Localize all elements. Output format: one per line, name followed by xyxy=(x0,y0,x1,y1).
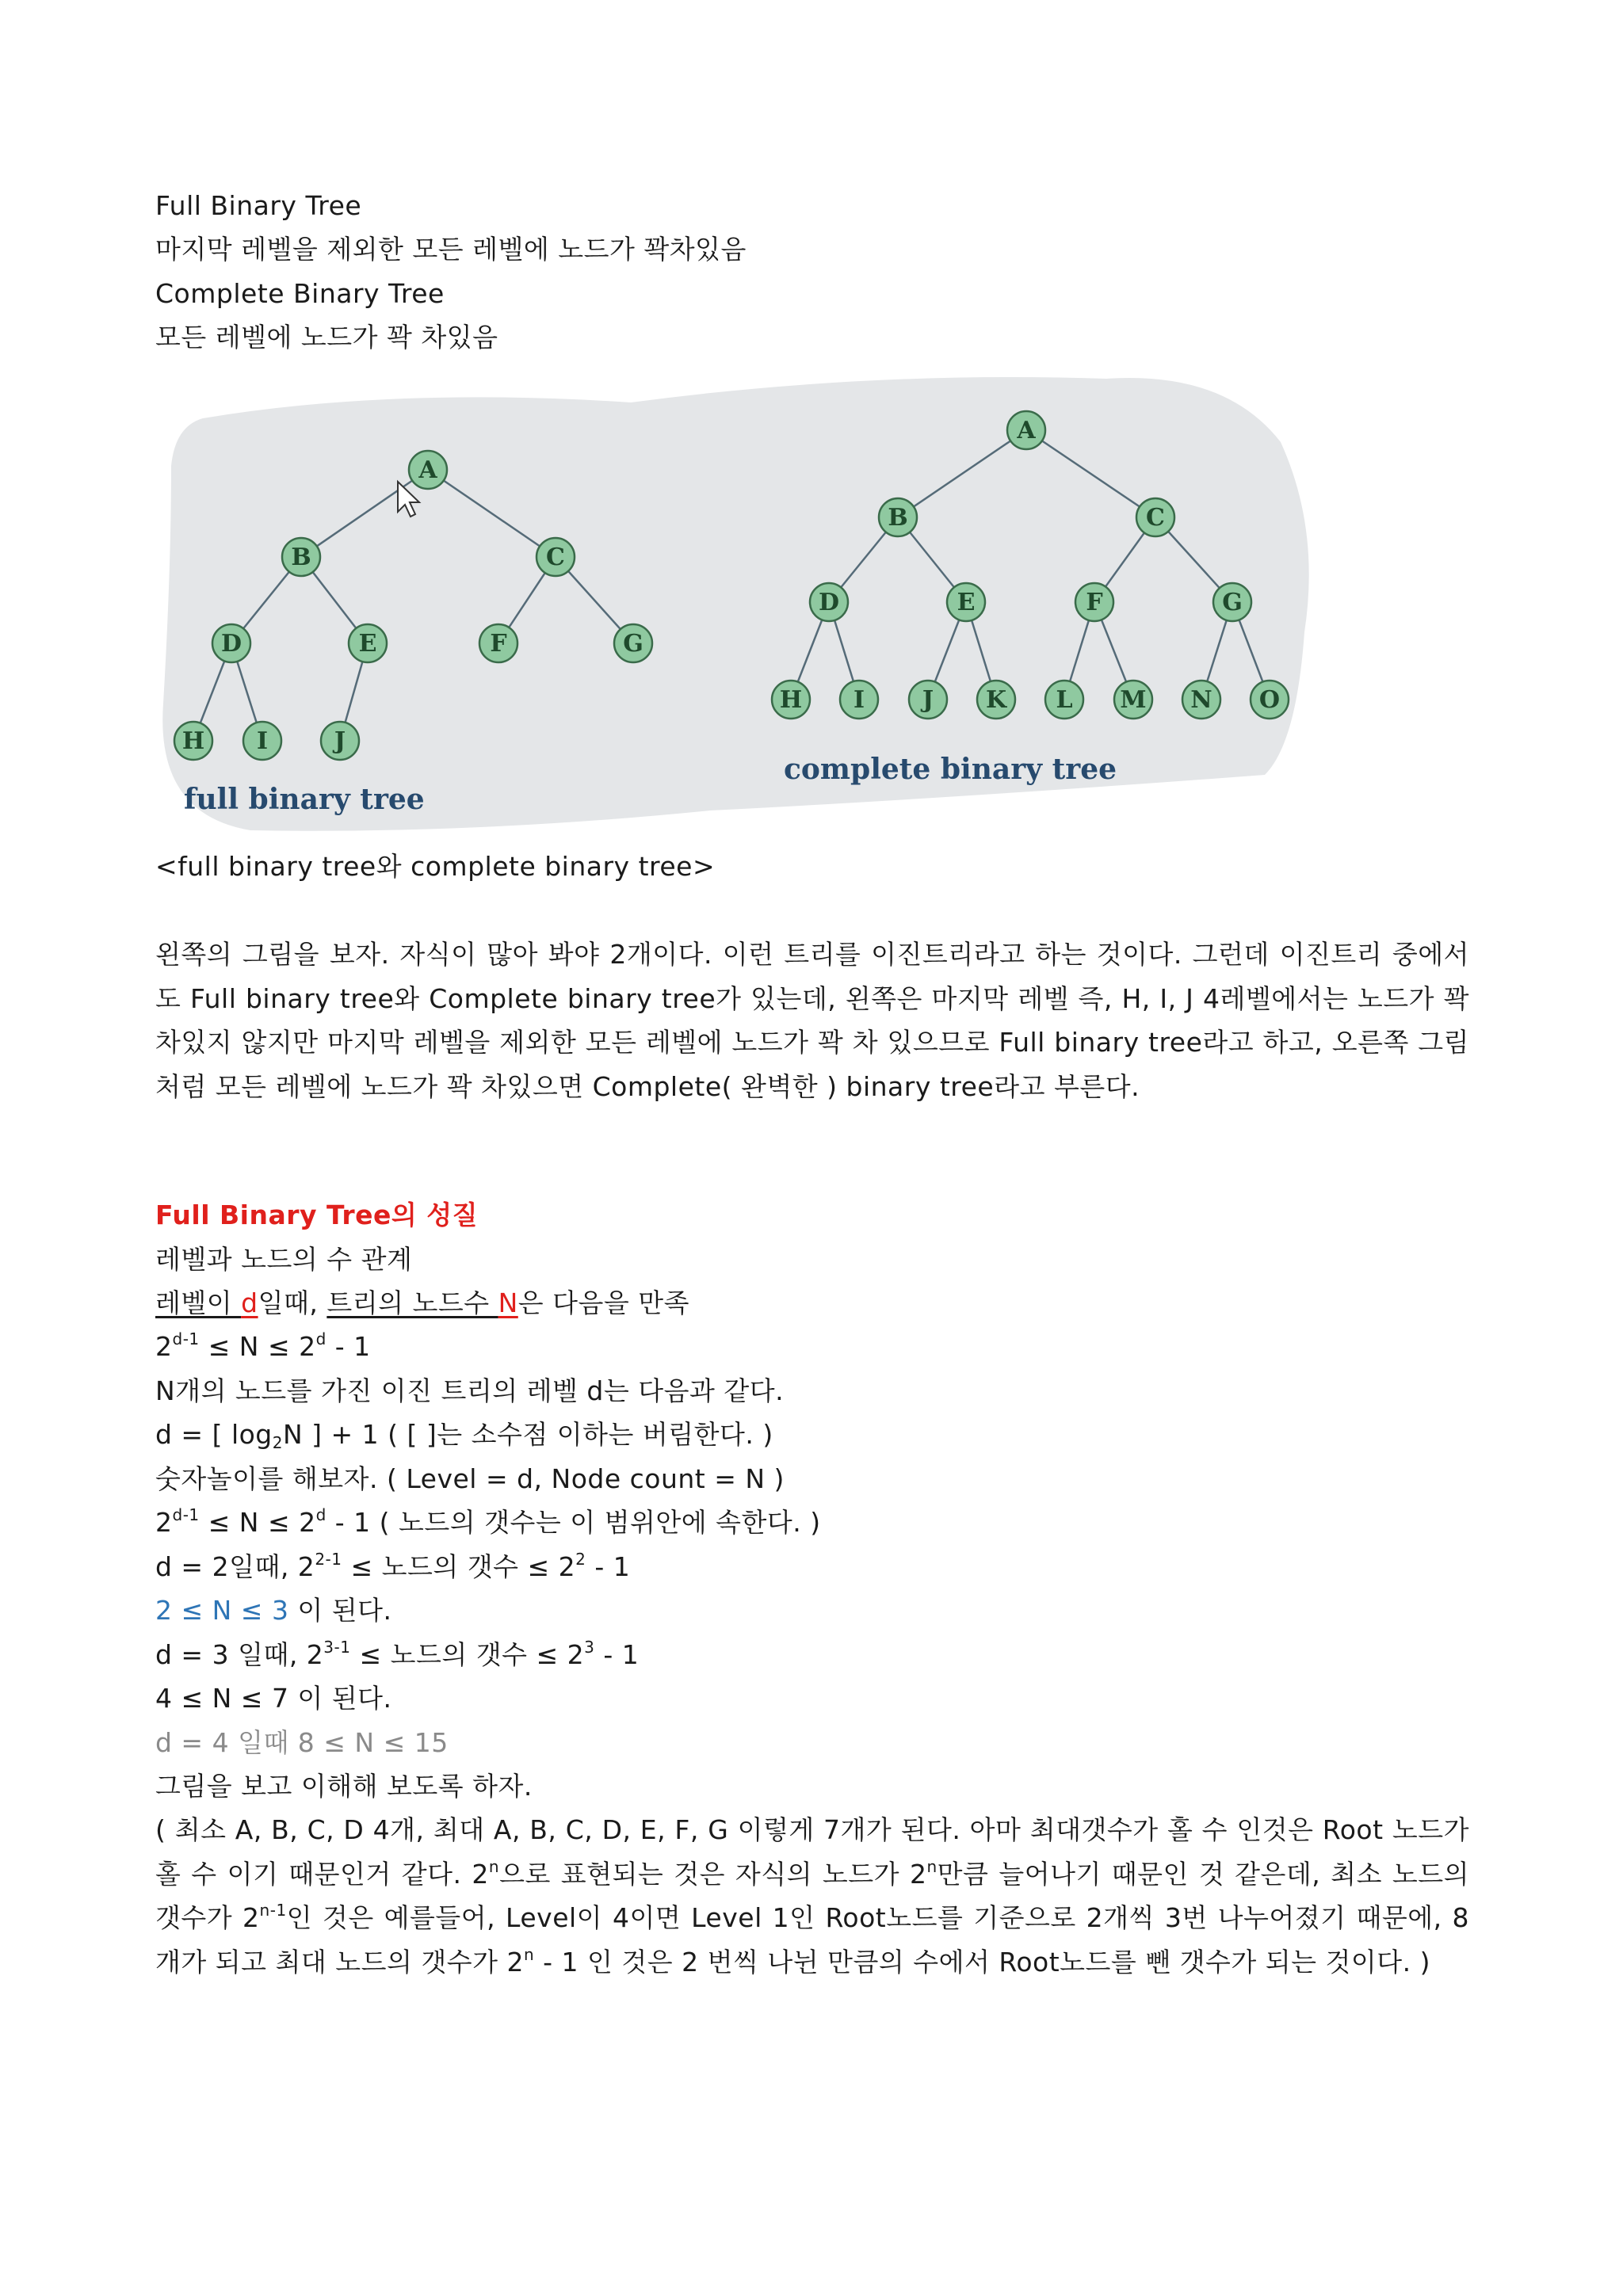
level-of-n: N개의 노드를 가진 이진 트리의 레벨 d는 다음과 같다. xyxy=(155,1375,785,1406)
d2-line xyxy=(155,1550,630,1584)
svg-text:L: L xyxy=(1056,686,1073,714)
svg-text:B: B xyxy=(291,543,311,571)
svg-text:C: C xyxy=(546,543,565,571)
ineq1-exp2: d xyxy=(315,1329,327,1348)
svg-text:D: D xyxy=(818,589,840,616)
complete-tree-node-l xyxy=(1045,681,1083,719)
log-base: 2 xyxy=(272,1433,283,1452)
svg-text:I: I xyxy=(853,686,865,714)
final-exp-b: n xyxy=(488,1856,500,1876)
full-tree-node-j xyxy=(321,722,359,760)
svg-text:B: B xyxy=(888,504,908,532)
complete-tree-node-k xyxy=(977,681,1015,719)
svg-text:N: N xyxy=(1190,686,1212,714)
full-tree-node-g xyxy=(614,624,652,662)
svg-text:K: K xyxy=(985,686,1007,714)
ineq1-mid: ≤ N ≤ 2 xyxy=(199,1331,316,1362)
svg-text:C: C xyxy=(1146,504,1165,532)
cond-part-3: 일때, xyxy=(258,1287,327,1318)
svg-text:G: G xyxy=(623,630,643,658)
cond-var-d: d xyxy=(241,1287,258,1318)
cond-part-6: 은 다음을 만족 xyxy=(517,1287,690,1318)
inequality-2 xyxy=(155,1506,821,1539)
full-tree-node-i xyxy=(243,722,281,760)
d3-e: - 1 xyxy=(594,1639,640,1670)
log-part-a: d = [ log xyxy=(155,1419,273,1450)
complete-tree-node-o xyxy=(1251,681,1289,719)
d3-a: d = 3 일때, 2 xyxy=(155,1639,324,1670)
complete-tree-node-i xyxy=(840,681,878,719)
full-tree-node-d xyxy=(212,624,250,662)
final-g: 인 것은 예를들어, Level이 4이면 Level 1인 Root노드를 기준으로 2개씩 3번 나누어졌기 때문에, 8개가 되고 최대 노드의 갯수가 2 xyxy=(155,1902,1469,1978)
intro-line-complete-desc: 모든 레벨에 노드가 꽉 차있음 xyxy=(155,322,498,353)
svg-text:I: I xyxy=(256,727,269,755)
cond-var-n: N xyxy=(498,1287,518,1318)
full-tree-node-f xyxy=(479,624,517,662)
cond-part-4: 트리의 노드수 xyxy=(327,1287,498,1318)
ineq2-base: 2 xyxy=(155,1507,173,1538)
right-tree-title: complete binary tree xyxy=(784,753,1117,786)
svg-text:E: E xyxy=(358,630,377,658)
final-a: ( 최소 A, B, C, D 4개, 최대 A, B, C, D, E, F, G 이렇게 7개가 된다. 아마 최대갯수가 홀 수 인것은 Root 노드가 홀 수 이기 때문인거 같다. 2 xyxy=(155,1814,1469,1890)
final-i: - 1 인 것은 2 번씩 나뉜 만큼의 수에서 Root노드를 뺀 갯수가 되는 것이다. ) xyxy=(534,1946,1430,1978)
svg-text:H: H xyxy=(181,727,205,755)
log-formula xyxy=(155,1418,773,1451)
section-heading: Full Binary Tree의 성질 xyxy=(155,1199,479,1230)
svg-text:E: E xyxy=(957,589,976,616)
d3-c: ≤ 노드의 갯수 ≤ 2 xyxy=(350,1639,585,1670)
final-c: 으로 표현되는 것은 자식의 노드가 2 xyxy=(499,1858,927,1890)
full-tree-node-c xyxy=(537,538,575,576)
binary-tree-figure xyxy=(155,371,1320,838)
cond-part-1: 레벨이 xyxy=(155,1287,242,1318)
d3-result: 4 ≤ N ≤ 7 이 된다. xyxy=(155,1683,392,1714)
d2-result-tail: 이 된다. xyxy=(288,1595,392,1626)
figure-caption: <full binary tree와 complete binary tree> xyxy=(155,851,716,882)
number-play: 숫자놀이를 해보자. ( Level = d, Node count = N ) xyxy=(155,1463,785,1494)
complete-tree-node-f xyxy=(1075,583,1113,621)
level-node-relation: 레벨과 노드의 수 관계 xyxy=(155,1244,413,1275)
d2-exp1: 2-1 xyxy=(315,1550,342,1569)
d3-exp1: 3-1 xyxy=(323,1638,351,1657)
intro-line-complete-binary-tree: Complete Binary Tree xyxy=(155,278,445,309)
condition-line xyxy=(155,1287,689,1320)
d3-exp2: 3 xyxy=(584,1638,595,1657)
final-exp-h: n xyxy=(523,1944,535,1964)
svg-text:F: F xyxy=(490,630,507,658)
d3-line xyxy=(155,1638,639,1672)
svg-text:D: D xyxy=(220,630,242,658)
complete-tree-node-h xyxy=(772,681,810,719)
svg-text:J: J xyxy=(334,727,346,755)
svg-text:O: O xyxy=(1258,686,1281,714)
complete-tree-node-n xyxy=(1182,681,1220,719)
complete-tree-node-d xyxy=(810,583,848,621)
full-tree-node-h xyxy=(174,722,212,760)
ineq2-exp1: d-1 xyxy=(172,1505,200,1524)
final-e: 만큼 늘어나기 때문인 것 같은데, 최소 노드의 갯수가 2 xyxy=(155,1858,1469,1933)
full-tree-node-a xyxy=(409,451,447,489)
figure-background xyxy=(162,377,1308,831)
intro-line-full-desc: 마지막 레벨을 제외한 모든 레벨에 노드가 꽉차있음 xyxy=(155,234,747,265)
complete-tree-node-m xyxy=(1114,681,1152,719)
complete-tree-node-g xyxy=(1213,583,1251,621)
tree-diagram xyxy=(155,371,1320,838)
svg-text:A: A xyxy=(1017,417,1036,444)
complete-tree-node-e xyxy=(947,583,985,621)
complete-tree-node-j xyxy=(909,681,947,719)
inequality-1 xyxy=(155,1330,371,1363)
d2-a: d = 2일때, 2 xyxy=(155,1551,315,1582)
svg-text:J: J xyxy=(922,686,934,714)
d2-c: ≤ 노드의 갯수 ≤ 2 xyxy=(342,1551,576,1582)
left-tree-title: full binary tree xyxy=(184,783,425,816)
ineq1-base: 2 xyxy=(155,1331,173,1362)
svg-text:G: G xyxy=(1222,589,1243,616)
final-exp-f: n-1 xyxy=(259,1901,287,1920)
svg-text:H: H xyxy=(779,686,803,714)
full-tree-node-e xyxy=(349,624,387,662)
final-paragraph xyxy=(155,1808,1469,1984)
svg-text:M: M xyxy=(1120,686,1147,714)
ineq1-exp1: d-1 xyxy=(172,1329,200,1348)
d4-line: d = 4 일때 8 ≤ N ≤ 15 xyxy=(155,1727,449,1758)
svg-text:A: A xyxy=(418,456,437,484)
complete-tree-node-c xyxy=(1136,498,1174,536)
log-part-c: N ] + 1 ( [ ]는 소수점 이하는 버림한다. ) xyxy=(282,1419,773,1450)
ineq2-exp2: d xyxy=(315,1505,327,1524)
d2-e: - 1 xyxy=(586,1551,631,1582)
intro-line-full-binary-tree: Full Binary Tree xyxy=(155,190,362,221)
d2-exp2: 2 xyxy=(575,1550,586,1569)
final-exp-d: n xyxy=(926,1856,938,1876)
full-tree-node-b xyxy=(282,538,320,576)
ineq2-mid: ≤ N ≤ 2 xyxy=(199,1507,316,1538)
complete-tree-node-a xyxy=(1007,411,1045,449)
ineq2-tail: - 1 ( 노드의 갯수는 이 범위안에 속한다. ) xyxy=(326,1507,821,1538)
svg-text:F: F xyxy=(1086,589,1103,616)
d2-result-range: 2 ≤ N ≤ 3 xyxy=(155,1595,289,1626)
d2-result xyxy=(155,1594,392,1627)
explanation-paragraph: 왼쪽의 그림을 보자. 자식이 많아 봐야 2개이다. 이런 트리를 이진트리라고 하는 것이다. 그런데 이진트리 중에서도 Full binary tree와 Complete binary tree가 있는데, 왼쪽은 마지막 레벨 즉, H, I, J 4레벨에서는 노드가 꽉 차있지 않지만 마지막 레벨을 제외한 모든 레벨에 노드가 꽉 차 있으므로 Full binary tree라고 하고, 오른쪽 그림 처럼 모든 레벨에 노드가 꽉 차있으면 Complete( 완벽한 ) binary tree라고 부른다. xyxy=(155,939,1469,1102)
see-figure: 그림을 보고 이해해 보도록 하자. xyxy=(155,1771,533,1802)
complete-tree-node-b xyxy=(879,498,917,536)
ineq1-tail: - 1 xyxy=(326,1331,371,1362)
